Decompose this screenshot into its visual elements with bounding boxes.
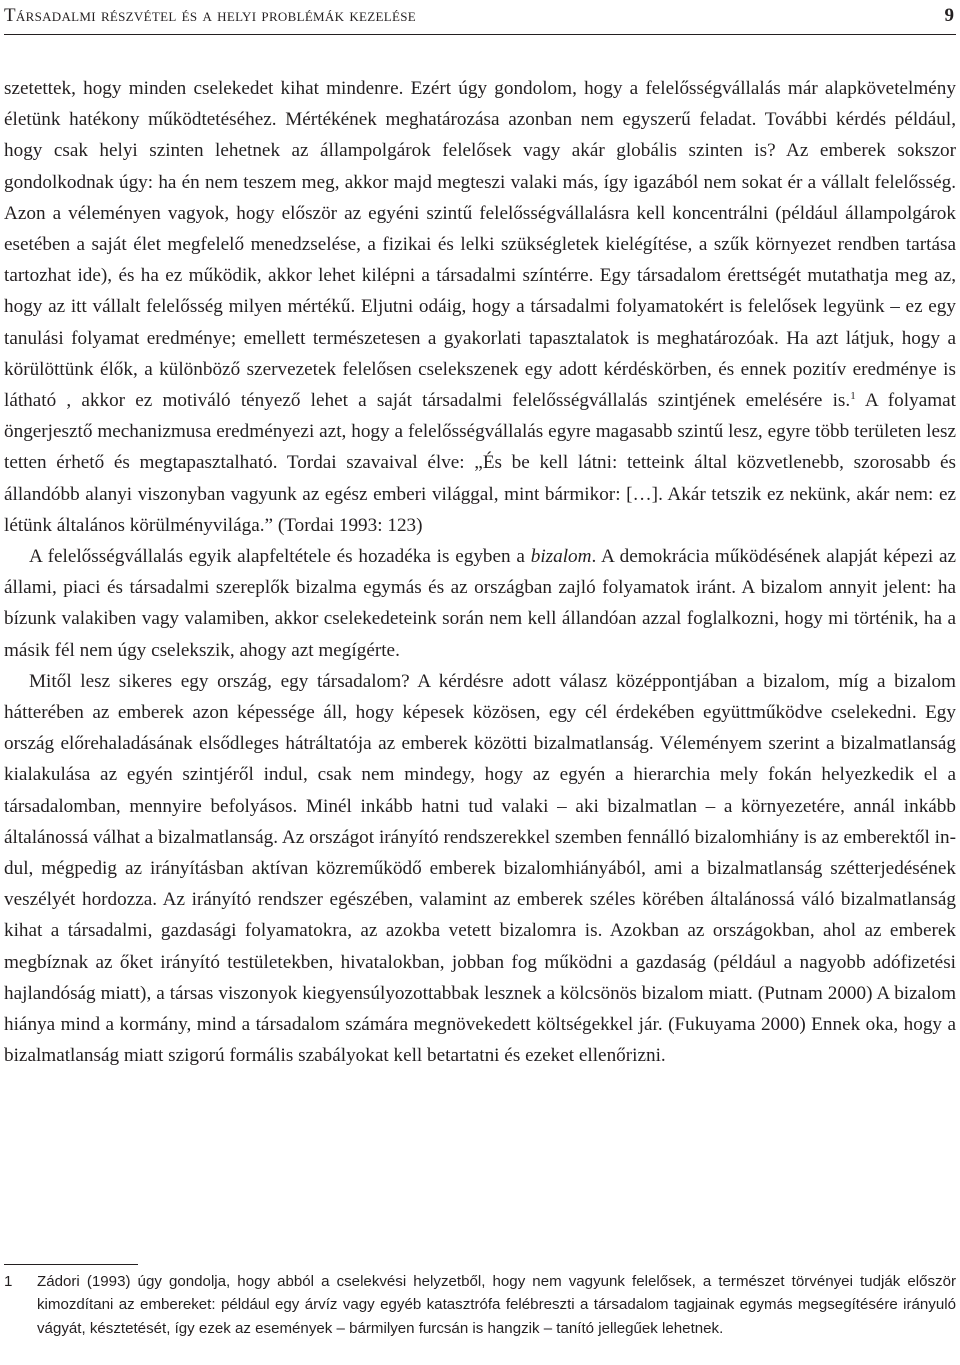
- paragraph-text: Mitől lesz sikeres egy ország, egy társadalom? A kérdésre adott válasz középpontjában a bizalom, míg a bizalom hátterében az emberek azon képessége áll, hogy képesek közösen, egy cél érdekében együttműködve cselekedni. Egy ország előrehaladásának elsődleges hátráltatója az emberek közötti bizalmatlanság. Véleményem szerint a bizalmatlanság kialakulása az egyén szintjéről indul, csak nem mindegy, hogy az egyén a hierarchia mely fokán helyezkedik el a társadalomban, mennyire befolyásos. Minél inkább hatni tud valaki – aki bizalmatlan – a környezetére, annál inkább általánossá válhat a bizalmatlanság. Az országot irányító rendszerekkel szemben fennálló bizalomhiány is az emberektől indul, mégpedig az irányításban aktívan közreműködő emberek bizalomhiányából, ami a bizalmatlanság szétterjedésének veszélyét hordozza. Az irányító rendszer egészében, valamint az emberek széles körében általánossá váló bizalmatlanság kihat a társadalmi, gazdasági folyamatokra, az azokba vetett bizalomra is. Azokban az országokban, ahol az emberek megbíznak az őket irányító testületekben, hivatalokban, jobban fog működni a gazdaság (például a nagyobb adófizetési hajlandóság miatt), a társas viszonyok kiegyensúlyozottabbak lesznek a kölcsönös bizalom miatt. (Putnam 2000) A bizalom hiánya mind a kormány, mind a társadalom számára megnövekedett költségekkel jár. (Fukuyama 2000) Ennek oka, hogy a bizalmatlanság miatt szigorú formális szabályokat kell betartatni és ezeket ellenőrizni.: [4, 670, 956, 1067]
- running-header-title: Társadalmi részvétel és a helyi problémák kezelése: [4, 5, 417, 26]
- footnote-separator: [4, 1264, 138, 1265]
- page-number: 9: [944, 5, 954, 26]
- footnote-text: Zádori (1993) úgy gondolja, hogy abból a cselekvési helyzetből, hogy nem vagyunk felelősek, a természet törvényei tudják először kimozdítani az embereket: például egy árvíz vagy egyéb katasztrófa felébreszti a társadalom tagjainak egymás megsegítésére irányuló vágyát, késztetését, így ezek az események – bármilyen furcsán is hangzik – tanító jellegűek lehetnek.: [37, 1273, 956, 1337]
- running-header: [4, 4, 956, 35]
- emphasis-term: bizalom: [530, 546, 592, 568]
- footnote-number: 1: [4, 1273, 13, 1290]
- paragraph-text: A felelősségvállalás egyik alapfeltétele és hozadéka is egyben a: [29, 546, 531, 568]
- paragraph-text: szetettek, hogy minden cselekedet kihat mindenre. Ezért úgy gondolom, hogy a felelősségvállalás már alapkövetelmény életünk hatékony működtetéséhez. Mértékének meghatározása azonban nem egyszerű feladat. További kérdés például, hogy csak helyi szinten lehetnek az állampolgárok felelősek vagy akár globális szinten is? Az emberek sokszor gondolkodnak úgy: ha én nem teszem meg, akkor majd megteszi valaki más, így igazából nem sokat ér a vállalt felelősség. Azon a véleményen vagyok, hogy először az egyéni szintű felelősségvállalásra kell koncentrálni (például állampolgárok esetében a saját élet megfelelő menedzselése, a fizikai és lelki szükségletek kielégítése, a szűk környezet rendben tartása tartozhat ide), és ha ez működik, akkor lehet kilépni a társadalmi színtérre. Egy társadalom érettségét mutathatja meg az, hogy az itt vállalt felelősség milyen mértékű. Eljutni odáig, hogy a társadalmi folyamatokért is felelősek legyünk – ez egy tanulási folyamat eredménye; emellett természetesen a gyakorlati tapasztalatok is meghatározóak. Ha azt látjuk, hogy a körülöttünk élők, a különböző szervezetek felelősen cselekszenek egy adott kérdéskörben, és ennek pozitív eredménye is látható , akkor ez motiváló tényező lehet a saját társadalmi felelősségvállalás szintjének emelésére is.: [4, 78, 956, 412]
- paragraph-text: A folyamat öngerjesztő mechanizmusa eredményezi azt, hogy a felelősségvállalás egyre magasabb szintű lesz, egyre több területen lesz tetten érhető és megtapasztalható. Tordai szavaival élve: „És be kell látni: tetteink által közvetlenebb, szorosabb és állandóbb alanyi viszonyban vagyunk az egész emberi világgal, mint bármikor: […]. Akár tetszik ez nekünk, akár nem: ez létünk általános körülményvilága.” (Tordai 1993: 123): [4, 390, 956, 536]
- body-text: [4, 73, 956, 1072]
- document-page: [4, 0, 956, 1365]
- paragraph-2: [4, 541, 956, 666]
- paragraph-text: . A demokrácia működésének alapját képezi az állami, piaci és társadalmi szereplők bizalma egymás és az országban zajló folyamatok iránt. A bizalom annyit jelent: ha bízunk valakiben vagy valamiben, akkor cselekedeteink során nem kell állandóan azzal foglalkozni, hogy mi történik, ha a másik fél nem úgy cselekszik, ahogy azt megígérte.: [4, 546, 957, 661]
- footnote-reference[interactable]: 1: [850, 390, 856, 403]
- paragraph-1: [4, 73, 956, 541]
- paragraph-3: [4, 666, 956, 1072]
- footnote: [4, 1270, 956, 1340]
